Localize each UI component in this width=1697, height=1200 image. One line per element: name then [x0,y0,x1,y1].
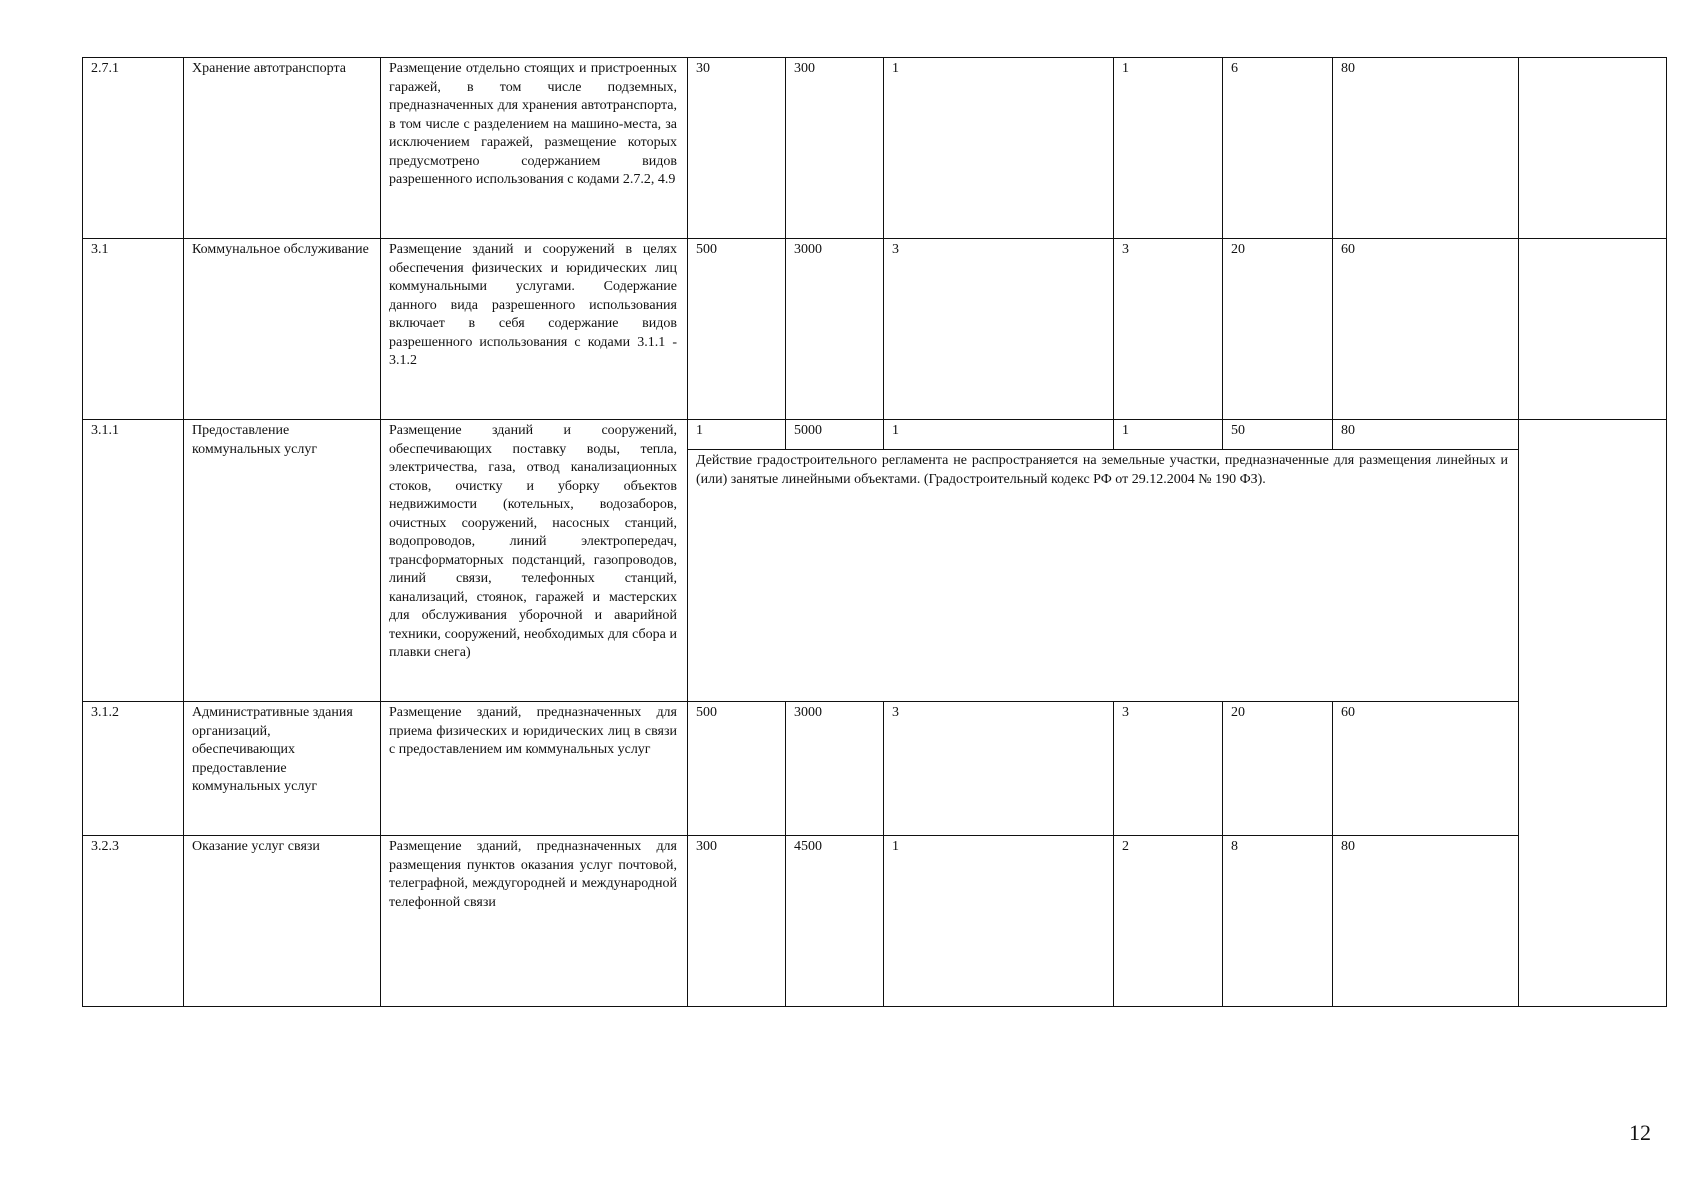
code-cell: 2.7.1 [83,58,184,239]
table-row [83,836,1667,1007]
empty-cell [1519,420,1667,1007]
description-cell: Размещение зданий, предназначенных для размещения пунктов оказания услуг почтовой, телеграфной, междугородней и международной телефонной связи [381,836,688,1007]
description-cell: Размещение отдельно стоящих и пристроенных гаражей, в том числе подземных, предназначенных для хранения автотранспорта, в том числе с разделением на машино-места, за исключением гаражей, размещение которых предусмотрено содержанием видов разрешенного использования с кодами 2.7.2, 4.9 [381,58,688,239]
page-number: 12 [1629,1120,1651,1145]
table-row [83,420,1667,450]
code-cell: 3.1.1 [83,420,184,702]
value-cell-5: 20 [1223,702,1333,836]
regulation-note: Действие градостроительного регламента не распространяется на земельные участки, предназначенные для размещения линейных и (или) занятые линейными объектами. (Градостроительный кодекс РФ от 29.12.2004 № 190 ФЗ). [688,450,1519,702]
value-cell-4: 1 [1114,420,1223,450]
value-cell-5: 6 [1223,58,1333,239]
value-cell-3: 1 [884,58,1114,239]
value-cell-6: 80 [1333,58,1519,239]
value-cell-4: 1 [1114,58,1223,239]
value-cell-6: 80 [1333,420,1519,450]
value-cell-6: 60 [1333,702,1519,836]
value-cell-4: 2 [1114,836,1223,1007]
value-cell-5: 50 [1223,420,1333,450]
value-cell-2: 5000 [786,420,884,450]
empty-cell [1519,239,1667,420]
value-cell-4: 3 [1114,702,1223,836]
value-cell-6: 80 [1333,836,1519,1007]
value-cell-1: 30 [688,58,786,239]
description-cell: Размещение зданий, предназначенных для приема физических и юридических лиц в связи с предоставлением им коммунальных услуг [381,702,688,836]
code-cell: 3.1 [83,239,184,420]
name-cell: Предоставление коммунальных услуг [184,420,381,702]
value-cell-2: 4500 [786,836,884,1007]
name-cell: Хранение автотранспорта [184,58,381,239]
value-cell-3: 3 [884,702,1114,836]
value-cell-3: 3 [884,239,1114,420]
name-cell: Коммунальное обслуживание [184,239,381,420]
value-cell-2: 3000 [786,239,884,420]
value-cell-3: 1 [884,420,1114,450]
name-cell: Административные здания организаций, обеспечивающих предоставление коммунальных услуг [184,702,381,836]
empty-cell [1519,58,1667,239]
value-cell-5: 20 [1223,239,1333,420]
description-cell: Размещение зданий и сооружений в целях обеспечения физических и юридических лиц коммунальными услугами. Содержание данного вида разрешенного использования включает в себя содержание видов разрешенного использования с кодами 3.1.1 - 3.1.2 [381,239,688,420]
value-cell-1: 500 [688,239,786,420]
name-cell: Оказание услуг связи [184,836,381,1007]
value-cell-2: 300 [786,58,884,239]
value-cell-4: 3 [1114,239,1223,420]
value-cell-6: 60 [1333,239,1519,420]
value-cell-5: 8 [1223,836,1333,1007]
value-cell-3: 1 [884,836,1114,1007]
land-use-table [82,57,1667,1007]
value-cell-2: 3000 [786,702,884,836]
table-row [83,239,1667,420]
table-row [83,702,1667,836]
description-cell: Размещение зданий и сооружений, обеспечивающих поставку воды, тепла, электричества, газа, отвод канализационных стоков, очистку и уборку объектов недвижимости (котельных, водозаборов, очистных сооружений, насосных станций, водопроводов, линий электропередач, трансформаторных подстанций, газопроводов, линий связи, телефонных станций, канализаций, стоянок, гаражей и мастерских для обслуживания уборочной и аварийной техники, сооружений, необходимых для сбора и плавки снега) [381,420,688,702]
value-cell-1: 300 [688,836,786,1007]
value-cell-1: 500 [688,702,786,836]
table-row [83,58,1667,239]
value-cell-1: 1 [688,420,786,450]
code-cell: 3.1.2 [83,702,184,836]
code-cell: 3.2.3 [83,836,184,1007]
